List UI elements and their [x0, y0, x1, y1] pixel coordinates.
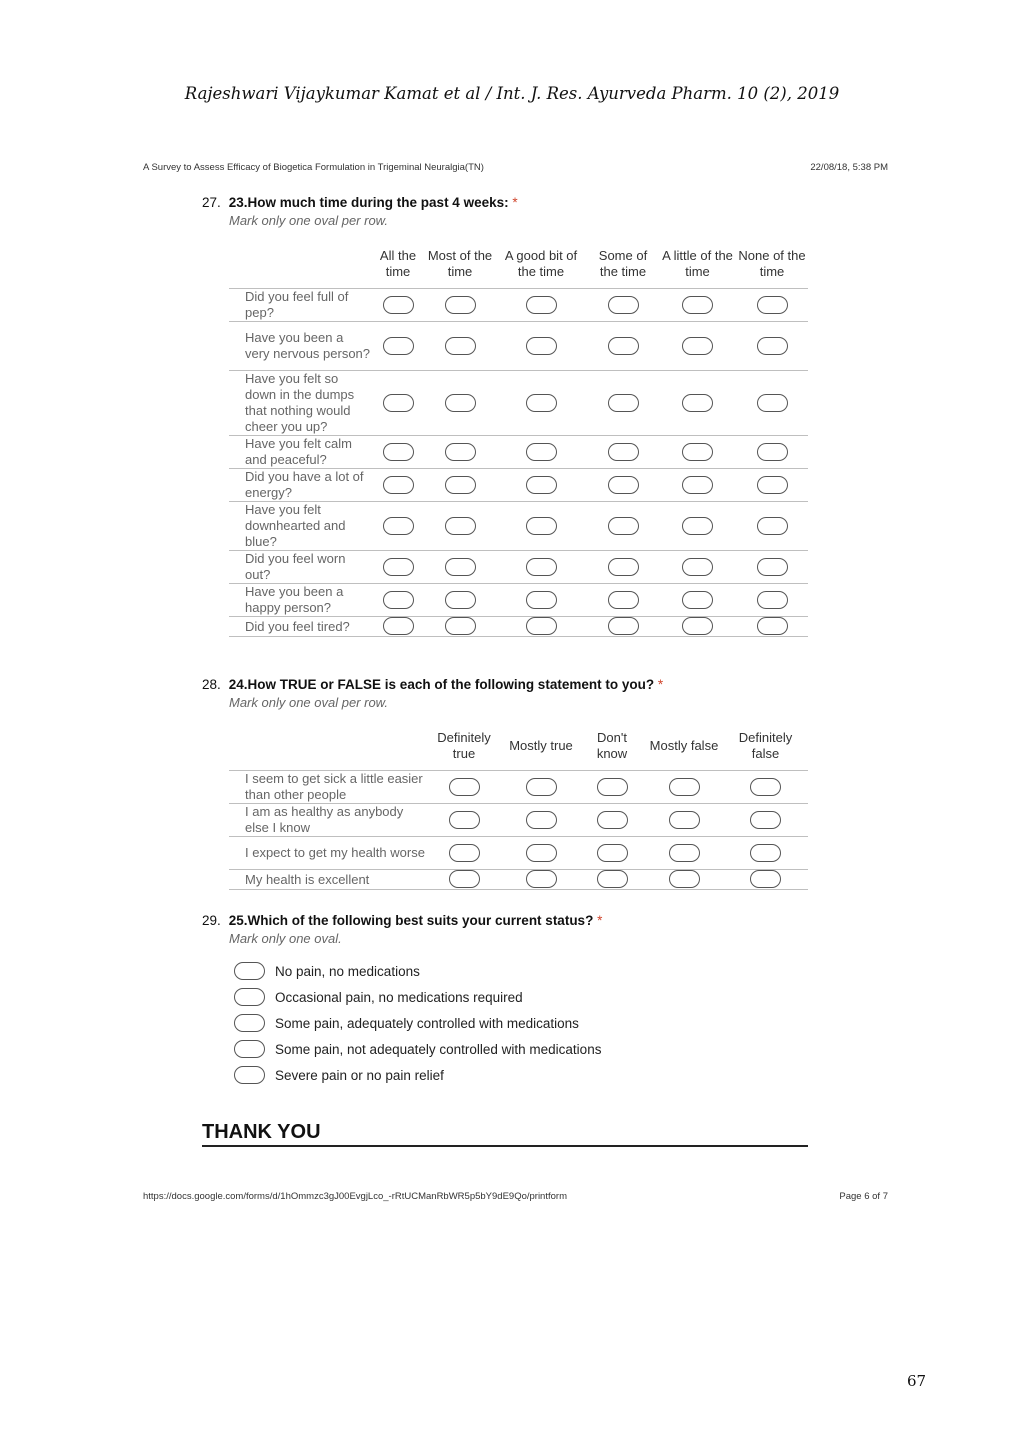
grid-row [229, 804, 808, 837]
question-instruction: Mark only one oval. [229, 931, 342, 946]
grid-cell [659, 469, 736, 502]
column-header: Mostly false [649, 738, 719, 753]
radio-oval[interactable] [526, 517, 557, 535]
grid-cell [659, 371, 736, 436]
question-instruction: Mark only one oval per row. [229, 695, 388, 710]
radio-oval[interactable] [750, 844, 781, 862]
grid-row [229, 502, 808, 551]
row-label: Have you felt so down in the dumps that nothing would cheer you up? [229, 371, 371, 436]
question-27 [202, 195, 808, 637]
radio-oval[interactable] [757, 617, 788, 635]
print-header [143, 162, 888, 173]
grid-cell [736, 371, 808, 436]
grid-cell [645, 771, 723, 804]
radio-oval[interactable] [445, 617, 476, 635]
radio-oval[interactable] [608, 296, 639, 314]
print-page-indicator: Page 6 of 7 [839, 1191, 888, 1202]
grid-cell [587, 551, 659, 584]
option-label: No pain, no medications [275, 963, 420, 979]
grid-cell [425, 870, 503, 890]
radio-oval[interactable] [669, 870, 700, 888]
row-label: Have you felt downhearted and blue? [229, 502, 371, 551]
question-instruction: Mark only one oval per row. [229, 213, 388, 228]
radio-oval[interactable] [234, 1040, 265, 1058]
grid-cell [659, 584, 736, 617]
grid-cell [579, 837, 645, 870]
radio-oval[interactable] [608, 517, 639, 535]
grid-cell [579, 804, 645, 837]
radio-oval[interactable] [445, 517, 476, 535]
grid-cell [425, 322, 495, 371]
grid-cell [425, 469, 495, 502]
grid-cell [371, 617, 425, 637]
row-label: Have you been a very nervous person? [229, 322, 371, 371]
radio-oval[interactable] [449, 870, 480, 888]
row-label: I am as healthy as anybody else I know [229, 804, 425, 837]
grid-cell [371, 584, 425, 617]
print-footer [143, 1191, 888, 1202]
row-label: Did you feel tired? [229, 617, 371, 637]
grid-cell [371, 502, 425, 551]
radio-oval[interactable] [682, 591, 713, 609]
grid-cell [723, 771, 808, 804]
radio-oval[interactable] [597, 870, 628, 888]
grid-cell [425, 436, 495, 469]
grid-cell [659, 617, 736, 637]
grid-cell [425, 584, 495, 617]
column-header: None of the time [738, 248, 806, 279]
grid-corner [229, 730, 425, 771]
radio-oval[interactable] [608, 591, 639, 609]
form-url: https://docs.google.com/forms/d/1hOmmzc3gJ00EvgjLco_-rRtUCManRbWR5p5bY9dE9Qo/printform [143, 1191, 567, 1202]
grid-cell [736, 617, 808, 637]
grid-cell [736, 502, 808, 551]
row-label: Did you feel full of pep? [229, 289, 371, 322]
question-number: 28. [202, 677, 221, 692]
column-header: Most of the time [427, 248, 493, 279]
page-number: 67 [907, 1372, 927, 1390]
grid-row [229, 436, 808, 469]
radio-oval[interactable] [445, 337, 476, 355]
radio-oval[interactable] [757, 443, 788, 461]
radio-oval[interactable] [526, 591, 557, 609]
journal-citation-header: Rajeshwari Vijaykumar Kamat et al / Int. J. Res. Ayurveda Pharm. 10 (2), 2019 [184, 84, 840, 103]
radio-oval[interactable] [383, 476, 414, 494]
question-text: 25.Which of the following best suits your current status? [228, 913, 594, 928]
column-header: Mostly true [509, 738, 573, 753]
grid-cell [659, 322, 736, 371]
radio-oval[interactable] [526, 443, 557, 461]
radio-oval[interactable] [445, 394, 476, 412]
grid-cell [659, 289, 736, 322]
radio-oval[interactable] [757, 517, 788, 535]
grid-row [229, 289, 808, 322]
grid-cell [495, 502, 587, 551]
grid-cell [425, 371, 495, 436]
grid-cell [371, 289, 425, 322]
grid-cell [659, 436, 736, 469]
radio-oval[interactable] [383, 296, 414, 314]
radio-option[interactable] [234, 1062, 808, 1088]
radio-oval[interactable] [383, 617, 414, 635]
grid-row [229, 322, 808, 371]
grid-row [229, 617, 808, 637]
required-asterisk: * [657, 677, 664, 692]
grid-cell [587, 289, 659, 322]
grid-cell [495, 469, 587, 502]
radio-oval[interactable] [757, 476, 788, 494]
radio-oval[interactable] [526, 778, 557, 796]
radio-oval[interactable] [750, 870, 781, 888]
row-label: Did you feel worn out? [229, 551, 371, 584]
grid-row [229, 837, 808, 870]
form-title: A Survey to Assess Efficacy of Biogetica Formulation in Trigeminal Neuralgia(TN) [143, 162, 484, 173]
row-label: My health is excellent [229, 870, 425, 890]
grid-cell [645, 837, 723, 870]
radio-option[interactable] [234, 984, 808, 1010]
question-29 [202, 913, 808, 1088]
radio-oval[interactable] [750, 778, 781, 796]
radio-oval[interactable] [449, 844, 480, 862]
radio-oval[interactable] [383, 517, 414, 535]
radio-oval[interactable] [449, 778, 480, 796]
option-label: Severe pain or no pain relief [275, 1067, 444, 1083]
option-label: Some pain, adequately controlled with medications [275, 1015, 579, 1031]
grid-cell [587, 371, 659, 436]
grid-cell [371, 322, 425, 371]
grid-cell [425, 551, 495, 584]
radio-oval[interactable] [669, 811, 700, 829]
radio-oval[interactable] [234, 1014, 265, 1032]
radio-oval[interactable] [757, 394, 788, 412]
radio-oval[interactable] [526, 870, 557, 888]
grid-cell [425, 837, 503, 870]
radio-oval[interactable] [608, 476, 639, 494]
grid-cell [645, 804, 723, 837]
grid-cell [579, 870, 645, 890]
grid-row [229, 870, 808, 890]
row-label: I seem to get sick a little easier than other people [229, 771, 425, 804]
radio-oval[interactable] [608, 617, 639, 635]
radio-oval[interactable] [526, 811, 557, 829]
radio-oval[interactable] [608, 443, 639, 461]
radio-oval[interactable] [597, 778, 628, 796]
radio-oval[interactable] [682, 337, 713, 355]
grid-cell [503, 804, 579, 837]
radio-oval[interactable] [682, 296, 713, 314]
radio-oval[interactable] [383, 591, 414, 609]
question-title [202, 677, 808, 692]
radio-oval[interactable] [669, 844, 700, 862]
radio-oval[interactable] [445, 558, 476, 576]
grid-cell [645, 870, 723, 890]
grid-cell [587, 436, 659, 469]
grid-cell [495, 371, 587, 436]
grid-row [229, 771, 808, 804]
radio-oval[interactable] [445, 476, 476, 494]
grid-cell [495, 436, 587, 469]
radio-oval[interactable] [445, 296, 476, 314]
grid-cell [587, 502, 659, 551]
radio-oval[interactable] [682, 443, 713, 461]
radio-oval[interactable] [526, 844, 557, 862]
radio-oval[interactable] [526, 296, 557, 314]
row-label: Have you felt calm and peaceful? [229, 436, 371, 469]
grid-cell [495, 617, 587, 637]
radio-oval[interactable] [682, 394, 713, 412]
grid-cell [425, 289, 495, 322]
grid-cell [371, 436, 425, 469]
radio-oval[interactable] [757, 591, 788, 609]
option-label: Occasional pain, no medications required [275, 989, 523, 1005]
column-header: All the time [379, 248, 417, 279]
radio-oval[interactable] [234, 988, 265, 1006]
radio-oval[interactable] [445, 591, 476, 609]
radio-oval[interactable] [234, 962, 265, 980]
radio-oval[interactable] [526, 337, 557, 355]
grid-header-row [229, 730, 808, 771]
radio-oval[interactable] [597, 844, 628, 862]
question-text: 24.How TRUE or FALSE is each of the following statement to you? [228, 677, 655, 692]
option-list [234, 958, 808, 1088]
column-header: Don't know [596, 730, 628, 761]
grid-cell [736, 469, 808, 502]
radio-oval[interactable] [757, 558, 788, 576]
radio-oval[interactable] [669, 778, 700, 796]
question-title [202, 195, 808, 210]
grid-row [229, 469, 808, 502]
radio-oval[interactable] [608, 394, 639, 412]
grid-cell [723, 870, 808, 890]
required-asterisk: * [512, 195, 518, 210]
grid-cell [736, 551, 808, 584]
radio-oval[interactable] [608, 337, 639, 355]
grid-cell [495, 322, 587, 371]
question-number: 29. [202, 913, 221, 928]
radio-oval[interactable] [757, 337, 788, 355]
grid-cell [495, 551, 587, 584]
radio-oval[interactable] [449, 811, 480, 829]
column-header: Definitely true [437, 730, 491, 761]
radio-oval[interactable] [608, 558, 639, 576]
grid-cell [659, 551, 736, 584]
grid-cell [495, 289, 587, 322]
radio-oval[interactable] [682, 517, 713, 535]
radio-oval[interactable] [597, 811, 628, 829]
radio-oval[interactable] [383, 394, 414, 412]
radio-oval[interactable] [383, 558, 414, 576]
grid-cell [503, 771, 579, 804]
required-asterisk: * [597, 913, 603, 928]
radio-oval[interactable] [682, 476, 713, 494]
grid-cell [723, 837, 808, 870]
grid-corner [229, 248, 371, 289]
grid-cell [503, 870, 579, 890]
radio-oval[interactable] [526, 394, 557, 412]
grid-cell [425, 502, 495, 551]
grid-cell [371, 551, 425, 584]
radio-oval[interactable] [757, 296, 788, 314]
grid-cell [736, 584, 808, 617]
grid-cell [425, 804, 503, 837]
grid-cell [425, 617, 495, 637]
row-label: I expect to get my health worse [229, 837, 425, 870]
grid-cell [587, 322, 659, 371]
choice-grid [229, 730, 808, 890]
radio-oval[interactable] [526, 617, 557, 635]
grid-cell [503, 837, 579, 870]
radio-oval[interactable] [383, 443, 414, 461]
grid-cell [587, 617, 659, 637]
radio-oval[interactable] [526, 476, 557, 494]
option-label: Some pain, not adequately controlled with medications [275, 1041, 602, 1057]
grid-cell [736, 289, 808, 322]
radio-oval[interactable] [383, 337, 414, 355]
radio-oval[interactable] [750, 811, 781, 829]
question-title [202, 913, 808, 928]
column-header: A good bit of the time [504, 248, 578, 279]
grid-cell [723, 804, 808, 837]
question-28 [202, 677, 808, 890]
closing-heading: THANK YOU [202, 1121, 808, 1147]
print-datetime: 22/08/18, 5:38 PM [810, 162, 888, 173]
radio-oval[interactable] [234, 1066, 265, 1084]
radio-oval[interactable] [682, 558, 713, 576]
column-header: Some of the time [598, 248, 648, 279]
radio-option[interactable] [234, 1010, 808, 1036]
grid-cell [371, 469, 425, 502]
grid-cell [736, 436, 808, 469]
row-label: Did you have a lot of energy? [229, 469, 371, 502]
choice-grid [229, 248, 808, 637]
question-number: 27. [202, 195, 221, 210]
radio-oval[interactable] [526, 558, 557, 576]
grid-cell [371, 371, 425, 436]
radio-oval[interactable] [445, 443, 476, 461]
radio-oval[interactable] [682, 617, 713, 635]
radio-option[interactable] [234, 1036, 808, 1062]
question-text: 23.How much time during the past 4 weeks: [228, 195, 509, 210]
column-header: Definitely false [738, 730, 793, 761]
grid-cell [495, 584, 587, 617]
radio-option[interactable] [234, 958, 808, 984]
grid-cell [736, 322, 808, 371]
grid-cell [587, 469, 659, 502]
grid-cell [587, 584, 659, 617]
grid-cell [579, 771, 645, 804]
grid-cell [659, 502, 736, 551]
grid-header-row [229, 248, 808, 289]
row-label: Have you been a happy person? [229, 584, 371, 617]
column-header: A little of the time [662, 248, 733, 279]
grid-row [229, 371, 808, 436]
grid-row [229, 584, 808, 617]
grid-row [229, 551, 808, 584]
grid-cell [425, 771, 503, 804]
